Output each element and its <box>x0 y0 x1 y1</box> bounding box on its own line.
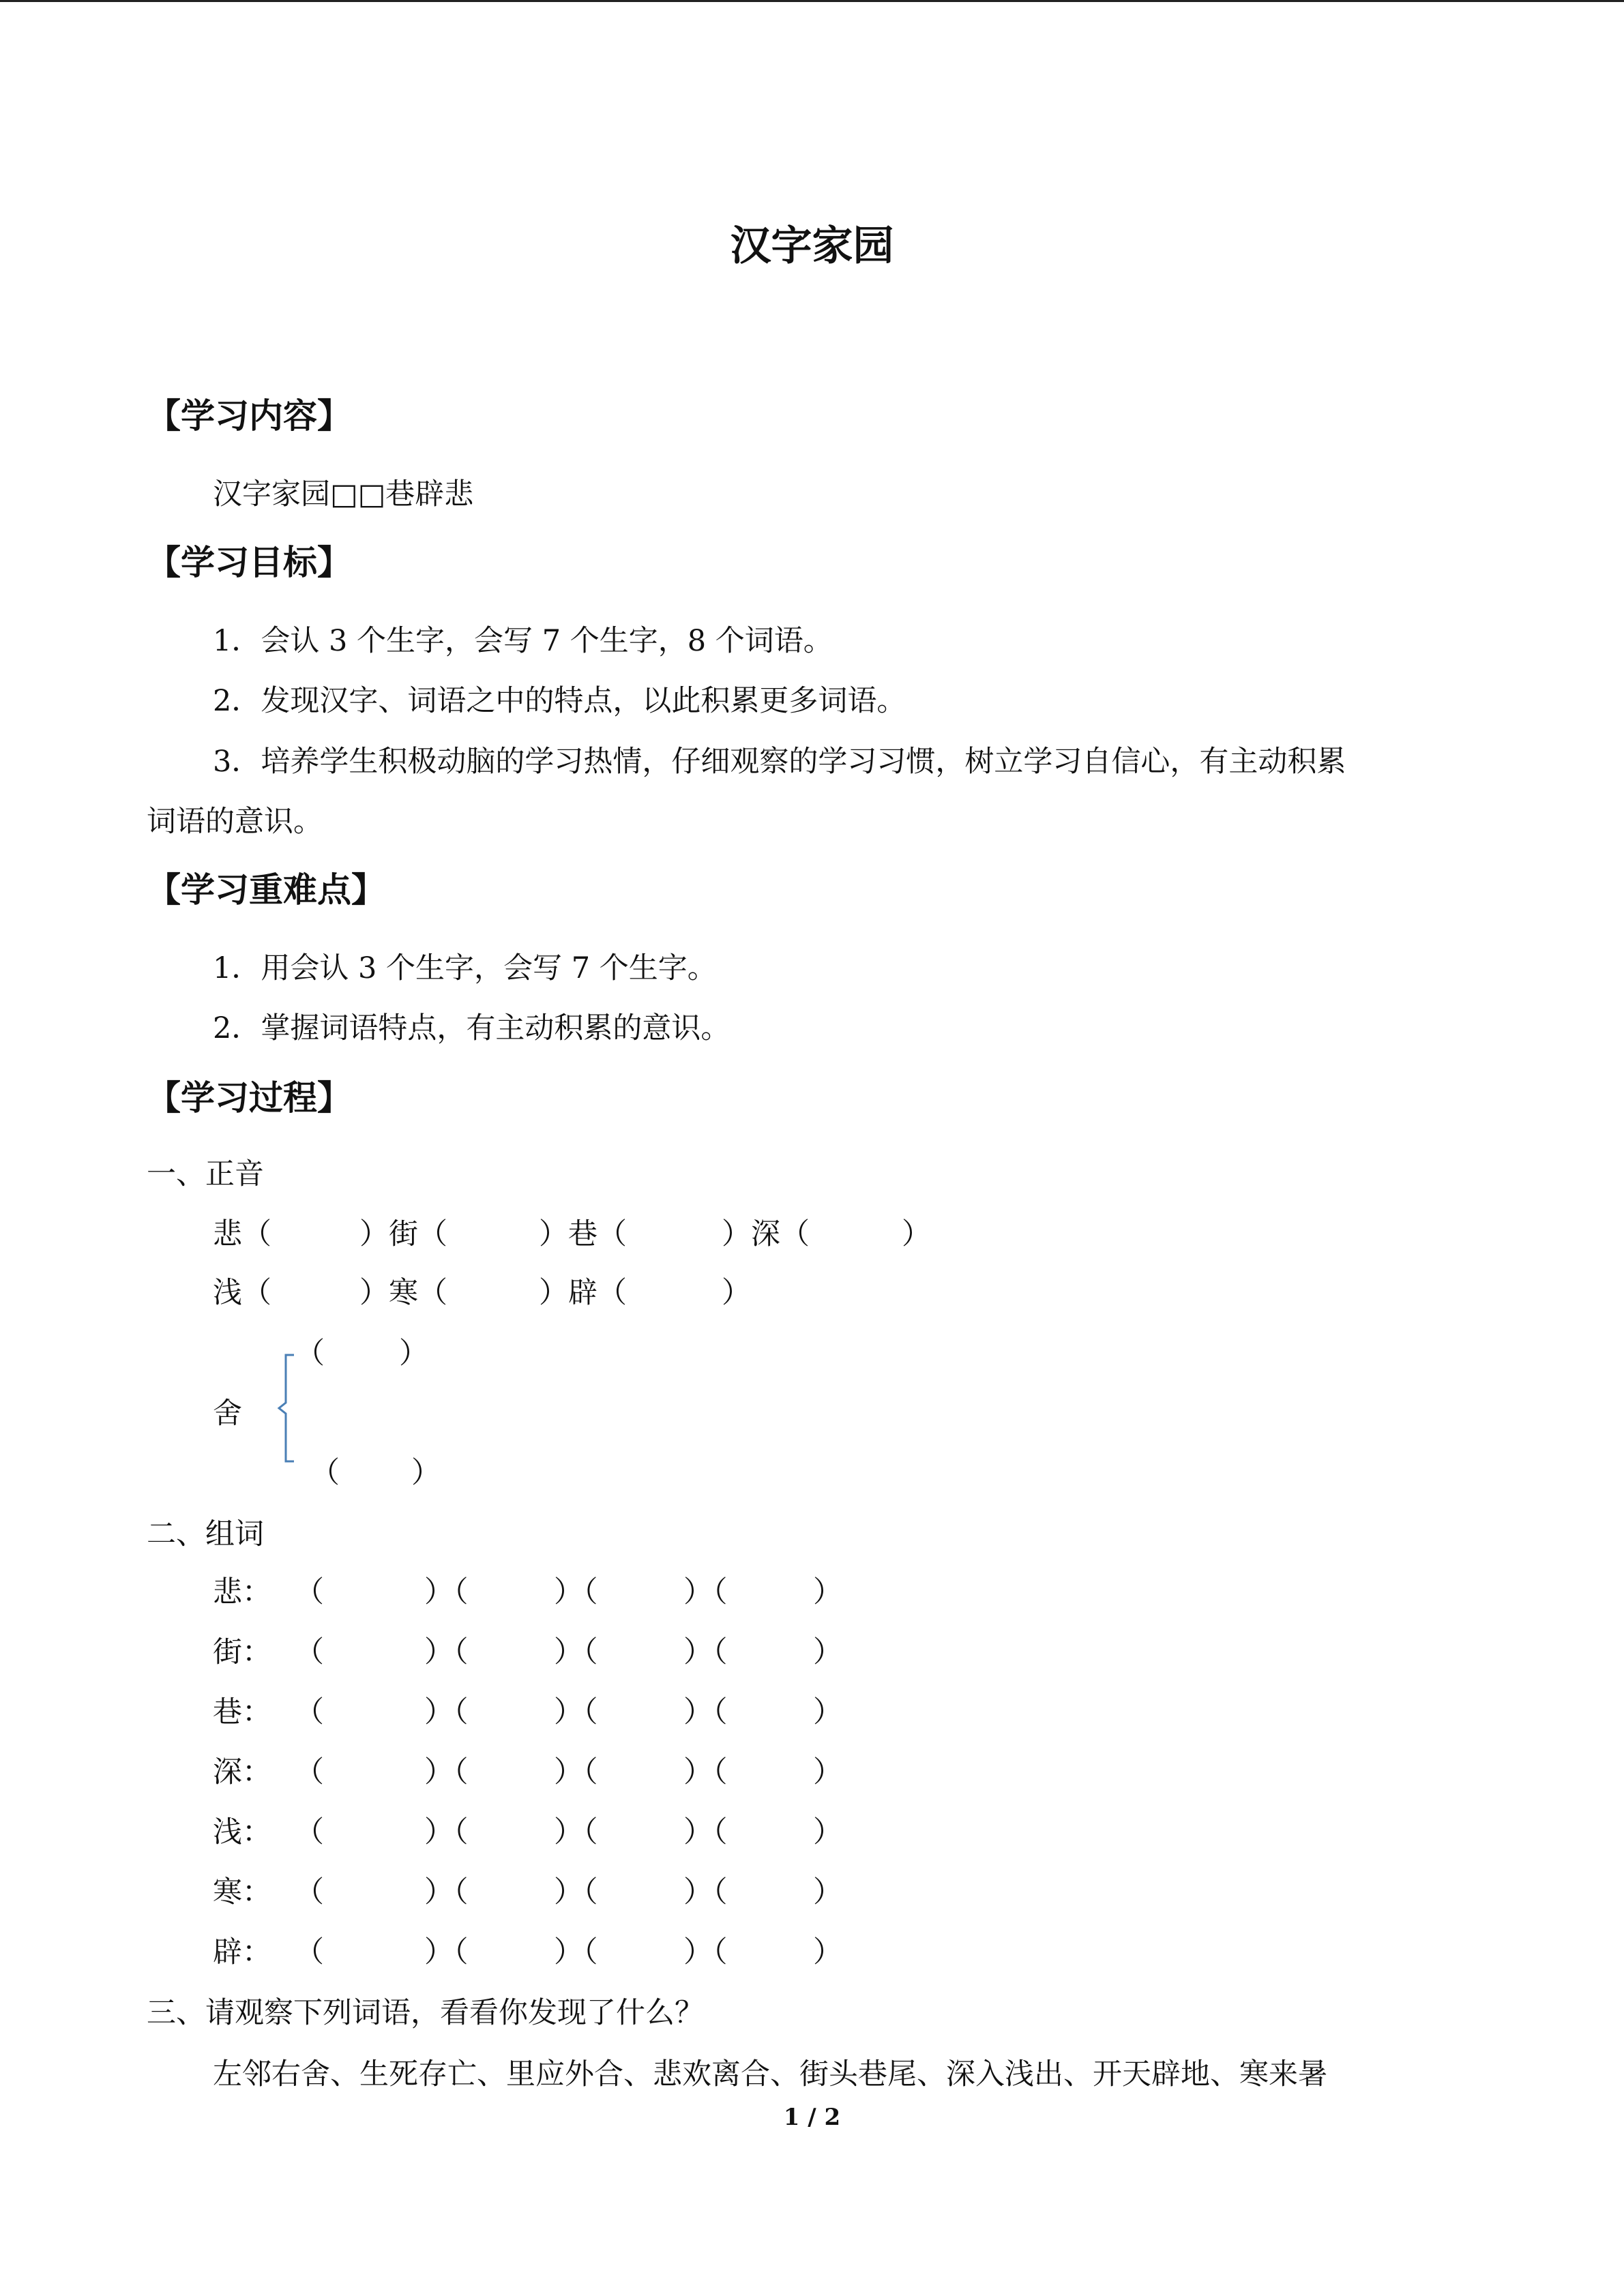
pinyin-title: 一、正音 <box>147 1157 264 1191</box>
word-blank: ） <box>813 1935 842 1969</box>
word-row-char: 街： <box>213 1635 271 1669</box>
word-blank: ）（ <box>424 1815 469 1849</box>
section-heading-key-points: 【学习重难点】 <box>147 870 385 910</box>
section-heading-process: 【学习过程】 <box>147 1078 351 1118</box>
word-blank: ）（ <box>424 1755 469 1789</box>
word-blank: （ <box>295 1875 324 1909</box>
page-number: 1 / 2 <box>783 2104 841 2131</box>
pinyin-blank: ）寒（ <box>359 1276 447 1310</box>
word-blank: ）（ <box>683 1635 728 1669</box>
pinyin-blank: 悲（ <box>213 1217 271 1251</box>
observe-title: 三、请观察下列词语，看看你发现了什么？ <box>147 1996 704 2030</box>
key-item-2: 2．掌握词语特点，有主动积累的意识。 <box>213 1011 730 1045</box>
pinyin-blank: ） <box>902 1217 931 1251</box>
she-top-close: ） <box>399 1337 428 1371</box>
words-title: 二、组词 <box>147 1517 264 1551</box>
word-blank: （ <box>295 1695 324 1729</box>
she-bottom-open: （ <box>310 1456 340 1490</box>
word-blank: ）（ <box>554 1755 598 1789</box>
she-bottom-close: ） <box>411 1456 441 1490</box>
word-blank: （ <box>295 1755 324 1789</box>
word-blank: ） <box>813 1875 842 1909</box>
pinyin-blank: ）巷（ <box>539 1217 627 1251</box>
bracket-icon <box>276 1354 297 1463</box>
pinyin-row-1 <box>213 1214 1031 1255</box>
word-blank: ） <box>813 1815 842 1849</box>
word-row <box>213 1812 1031 1853</box>
key-item-1: 1．用会认 3 个生字，会写 7 个生字。 <box>213 951 717 985</box>
word-row <box>213 1872 1031 1913</box>
word-row <box>213 1752 1031 1793</box>
word-row <box>213 1572 1031 1613</box>
word-row-char: 悲： <box>213 1575 271 1609</box>
word-blank: ）（ <box>683 1755 728 1789</box>
word-blank: ） <box>813 1635 842 1669</box>
word-blank: ）（ <box>424 1575 469 1609</box>
pinyin-blank: ）街（ <box>359 1217 447 1251</box>
word-blank: （ <box>295 1575 324 1609</box>
word-blank: ）（ <box>683 1575 728 1609</box>
pinyin-blank: ）深（ <box>722 1217 810 1251</box>
word-row-char: 辟： <box>213 1935 271 1969</box>
she-character: 舍 <box>213 1397 242 1431</box>
observe-text: 左邻右舍、生死存亡、里应外合、悲欢离合、街头巷尾、深入浅出、开天辟地、寒来暑 <box>213 2057 1327 2091</box>
word-blank: ） <box>813 1695 842 1729</box>
pinyin-blank: ） <box>722 1276 751 1310</box>
word-row <box>213 1692 1031 1733</box>
document-title: 汉字家园 <box>730 222 894 270</box>
word-blank: ）（ <box>554 1815 598 1849</box>
word-blank: ）（ <box>424 1635 469 1669</box>
word-blank: ）（ <box>554 1695 598 1729</box>
word-row <box>213 1932 1031 1973</box>
word-blank: ）（ <box>424 1935 469 1969</box>
goal-item-1: 1．会认 3 个生字，会写 7 个生字，8 个词语。 <box>213 624 833 658</box>
word-blank: ） <box>813 1755 842 1789</box>
word-blank: （ <box>295 1815 324 1849</box>
word-row-char: 深： <box>213 1755 271 1789</box>
word-row-char: 浅： <box>213 1815 271 1849</box>
pinyin-row-2 <box>213 1272 1031 1313</box>
page-top-border <box>0 0 1624 2</box>
pinyin-blank: ）辟（ <box>539 1276 627 1310</box>
word-blank: ）（ <box>554 1875 598 1909</box>
word-blank: ）（ <box>554 1635 598 1669</box>
she-top-open: （ <box>295 1337 325 1371</box>
content-text: 汉字家园□□巷辟悲 <box>213 477 474 511</box>
word-row <box>213 1632 1031 1673</box>
goal-item-3-continued: 词语的意识。 <box>147 805 323 839</box>
word-blank: ）（ <box>554 1575 598 1609</box>
word-blank: ）（ <box>554 1935 598 1969</box>
word-row-char: 寒： <box>213 1875 271 1909</box>
word-blank: （ <box>295 1935 324 1969</box>
goal-item-2: 2．发现汉字、词语之中的特点，以此积累更多词语。 <box>213 684 906 718</box>
word-blank: ）（ <box>683 1815 728 1849</box>
word-blank: ）（ <box>424 1875 469 1909</box>
word-blank: ）（ <box>424 1695 469 1729</box>
word-blank: （ <box>295 1635 324 1669</box>
word-row-char: 巷： <box>213 1695 271 1729</box>
pinyin-blank: 浅（ <box>213 1276 271 1310</box>
section-heading-content: 【学习内容】 <box>147 396 351 436</box>
word-blank: ）（ <box>683 1875 728 1909</box>
goal-item-3: 3．培养学生积极动脑的学习热情，仔细观察的学习习惯，树立学习自信心，有主动积累 <box>213 745 1346 779</box>
word-blank: ）（ <box>683 1935 728 1969</box>
word-blank: ） <box>813 1575 842 1609</box>
word-blank: ）（ <box>683 1695 728 1729</box>
section-heading-goals: 【学习目标】 <box>147 543 351 582</box>
